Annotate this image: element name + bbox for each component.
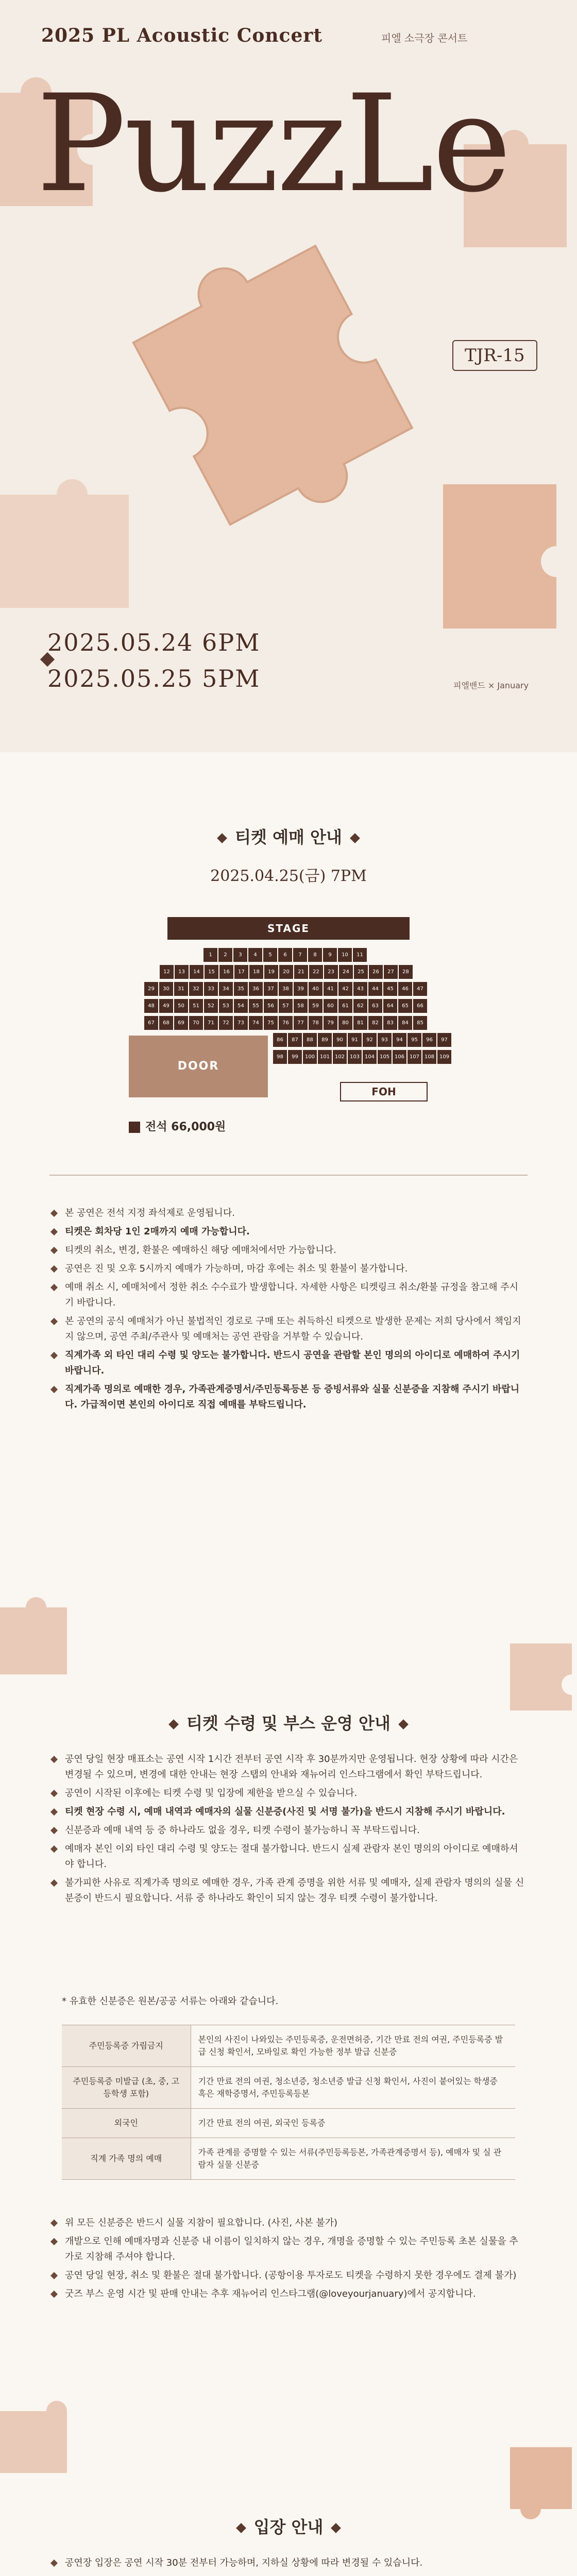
- list-item: 직계가족 외 타인 대리 수령 및 양도는 불가합니다. 반드시 공연을 관람할 본인 명의의 아이디로 예매하여 주시기 바랍니다.: [52, 1348, 525, 1379]
- seat: 23: [324, 965, 338, 979]
- seat: 84: [398, 1016, 412, 1030]
- seat: 5: [263, 948, 277, 962]
- seat: 34: [219, 982, 233, 996]
- seat: 51: [189, 999, 203, 1013]
- stage: STAGE: [167, 917, 410, 940]
- seat: 16: [219, 965, 233, 979]
- entry-heading: 입장 안내: [0, 2514, 577, 2538]
- puzzle-piece-bottom-left: [0, 464, 144, 629]
- seat: 90: [333, 1033, 347, 1047]
- seat: 35: [234, 982, 248, 996]
- seat: 40: [309, 982, 323, 996]
- seat: 70: [189, 1016, 203, 1030]
- diamond-icon: [168, 1719, 179, 1730]
- seat: 86: [273, 1033, 287, 1047]
- seat: 91: [348, 1033, 362, 1047]
- concert-big-title: PuzzLe: [36, 66, 510, 222]
- seat: 104: [363, 1050, 377, 1064]
- seat: 32: [189, 982, 203, 996]
- door: DOOR: [129, 1036, 268, 1097]
- puzzle-piece-deco: [0, 1587, 82, 1690]
- seat: 74: [249, 1016, 263, 1030]
- puzzle-piece-center: [103, 211, 433, 541]
- list-item: 티켓 현장 수령 시, 예매 내역과 예매자의 실물 신분증(사진 및 서명 불가)을 반드시 지참해 주시기 바랍니다.: [52, 1804, 525, 1820]
- seat: 103: [348, 1050, 362, 1064]
- list-item: 신분증과 예매 내역 등 증 하나라도 없을 경우, 티켓 수령이 불가능하니 꼭 부탁드립니다.: [52, 1823, 525, 1838]
- seat: 92: [363, 1033, 377, 1047]
- concert-date-1: 2025.05.24 6PM: [47, 629, 261, 656]
- seat: 59: [309, 999, 323, 1013]
- seat: 72: [219, 1016, 233, 1030]
- seat: 101: [318, 1050, 332, 1064]
- seat: 27: [384, 965, 398, 979]
- seat: 73: [234, 1016, 248, 1030]
- seat: 44: [368, 982, 382, 996]
- seat: 67: [144, 1016, 158, 1030]
- seat: 8: [308, 948, 322, 962]
- seat: 94: [393, 1033, 406, 1047]
- seat: 100: [303, 1050, 317, 1064]
- list-item: [52, 2574, 525, 2576]
- ticket-heading: 티켓 예매 안내: [0, 824, 577, 848]
- seat: 80: [338, 1016, 352, 1030]
- seat: 49: [159, 999, 173, 1013]
- seat: 88: [303, 1033, 317, 1047]
- seat: 53: [219, 999, 233, 1013]
- list-item: 공연 당일 현장, 취소 및 환불은 절대 불가합니다. (공항이용 투자로도 티켓을 수령하지 못한 경우에도 결제 불가): [52, 2268, 525, 2283]
- diamond-icon: [217, 833, 227, 843]
- seat: 62: [353, 999, 367, 1013]
- table-row: 외국인 기간 만료 전의 여권, 외국인 등록증: [62, 2109, 515, 2138]
- seat: 107: [408, 1050, 421, 1064]
- id-table: [62, 2025, 515, 2180]
- seat: 108: [422, 1050, 436, 1064]
- seat: 29: [144, 982, 158, 996]
- hero-section: [0, 0, 577, 752]
- seat: 82: [368, 1016, 382, 1030]
- list-item: 본 공연은 전석 지정 좌석제로 운영됩니다.: [52, 1206, 525, 1221]
- list-item: 공연장 입장은 공연 시작 30분 전부터 가능하며, 지하실 상황에 따라 변경될 수 있습니다.: [52, 2555, 525, 2571]
- concert-title: 2025 PL Acoustic Concert: [41, 25, 323, 46]
- seat: 76: [279, 1016, 293, 1030]
- list-item: 개발으로 인해 예매자명과 신분증 내 이름이 일치하지 않는 경우, 개명을 증명할 수 있는 주민등록 초본 실물을 추가로 지참해 주셔야 합니다.: [52, 2234, 525, 2265]
- seat: 71: [204, 1016, 218, 1030]
- seat: 99: [288, 1050, 302, 1064]
- seat: 47: [413, 982, 427, 996]
- concert-date-2: 2025.05.25 5PM: [47, 665, 261, 692]
- seat: 9: [323, 948, 337, 962]
- seat: 39: [294, 982, 308, 996]
- venue-tag: TJR-15: [452, 340, 537, 371]
- seat: 55: [249, 999, 263, 1013]
- list-item: 공연은 진 및 오후 5시까지 예매가 가능하며, 마감 후에는 취소 및 환불이 불가합니다.: [52, 1261, 525, 1277]
- puzzle-piece-deco: [495, 1628, 577, 1721]
- seat: 64: [383, 999, 397, 1013]
- diamond-icon: [350, 833, 360, 843]
- seat: 97: [437, 1033, 451, 1047]
- seat: 13: [175, 965, 189, 979]
- seat: 12: [160, 965, 174, 979]
- seat: 25: [354, 965, 368, 979]
- list-item: 예매 취소 시, 예매처에서 정한 취소 수수료가 발생합니다. 자세한 사항은 티켓링크 취소/환불 규정을 참고해 주시기 바랍니다.: [52, 1280, 525, 1311]
- seat: 79: [324, 1016, 337, 1030]
- seat: 46: [398, 982, 412, 996]
- seat: 58: [294, 999, 308, 1013]
- seat: 54: [234, 999, 248, 1013]
- seat: 26: [369, 965, 383, 979]
- diamond-icon: [398, 1719, 409, 1730]
- seat: 48: [144, 999, 158, 1013]
- seat: 85: [413, 1016, 427, 1030]
- entry-notice-list: [52, 2555, 525, 2576]
- list-item: 굿즈 부스 운영 시간 및 판매 안내는 추후 재뉴어리 인스타그램(@loveyourjanuary)에서 공지합니다.: [52, 2286, 525, 2302]
- seat: 69: [174, 1016, 188, 1030]
- seat: 22: [309, 965, 323, 979]
- puzzle-piece-deco: [0, 2396, 77, 2488]
- seat: 33: [204, 982, 218, 996]
- seat: 50: [174, 999, 188, 1013]
- id-note: * 유효한 신분증은 원본/공공 서류는 아래와 같습니다.: [62, 1996, 279, 2007]
- seat: 106: [393, 1050, 406, 1064]
- puzzle-piece-deco: [495, 2432, 577, 2524]
- diamond-icon: [236, 2523, 246, 2533]
- booth-heading: 티켓 수령 및 부스 운영 안내: [0, 1710, 577, 1734]
- seat: 83: [383, 1016, 397, 1030]
- seat: 30: [159, 982, 173, 996]
- list-item: 본 공연의 공식 예매처가 아닌 불법적인 경로로 구매 또는 취득하신 티켓으로 발생한 문제는 저희 당사에서 책임지지 않으며, 공연 주최/주관사 및 예매처는 공연 관람을 거부할 수 있습니다.: [52, 1314, 525, 1345]
- seat: 61: [338, 999, 352, 1013]
- seat: 98: [273, 1050, 287, 1064]
- seat: 105: [378, 1050, 392, 1064]
- seat: 78: [309, 1016, 323, 1030]
- foh: FOH: [340, 1082, 428, 1101]
- seat: 60: [324, 999, 337, 1013]
- price-legend: 전석 66,000원: [129, 1118, 226, 1134]
- seat: 43: [353, 982, 367, 996]
- concert-subtitle: 피엘 소극장 콘서트: [381, 32, 468, 44]
- list-item: 공연 당일 현장 매표소는 공연 시작 1시간 전부터 공연 시작 후 30분까지만 운영됩니다. 현장 상황에 따라 시간은 변경될 수 있으며, 변경에 대한 안내는 현장 스탭의 안내와 재뉴어리 인스타그램에서 확인 부탁드립니다.: [52, 1752, 525, 1783]
- seat: 15: [205, 965, 218, 979]
- seat: 41: [324, 982, 337, 996]
- puzzle-piece-bottom-right: [422, 464, 577, 639]
- seat: 7: [293, 948, 307, 962]
- seat: 6: [278, 948, 292, 962]
- seat: 66: [413, 999, 427, 1013]
- list-item: 직계가족 명의로 예매한 경우, 가족관계증명서/주민등록등본 등 증빙서류와 실물 신분증을 지참해 주시기 바랍니다. 가급적이면 본인의 아이디로 직접 예매를 부탁드립니다.: [52, 1382, 525, 1413]
- list-item: 불가피한 사유로 직계가족 명의로 예매한 경우, 가족 관계 증명을 위한 서류 및 예매자, 실제 관람자 명의의 실물 신분증이 반드시 필요합니다. 서류 중 하나라도 확인이 되지 않는 경우 티켓 수령이 불가합니다.: [52, 1875, 525, 1906]
- list-item: 위 모든 신분증은 반드시 실물 지참이 필요합니다. (사진, 사본 불가): [52, 2215, 525, 2231]
- table-row: 주민등록증 미발급 (초, 중, 고등학생 포함) 기간 만료 전의 여권, 청소년증, 청소년증 발급 신청 확인서, 사진이 붙어있는 학생증 혹은 재학증명서, 주민등록등본: [62, 2067, 515, 2109]
- seat: 89: [318, 1033, 332, 1047]
- seat: 81: [353, 1016, 367, 1030]
- seat: 21: [294, 965, 308, 979]
- list-item: 공연이 시작된 이후에는 티켓 수령 및 입장에 제한을 받으실 수 있습니다.: [52, 1786, 525, 1801]
- seat: 65: [398, 999, 412, 1013]
- seat: 20: [279, 965, 293, 979]
- list-item: 티켓의 취소, 변경, 환불은 예매하신 해당 예매처에서만 가능합니다.: [52, 1243, 525, 1258]
- seat: 52: [204, 999, 218, 1013]
- seat: 1: [203, 948, 217, 962]
- seat: 11: [353, 948, 367, 962]
- table-row: 직계 가족 명의 예매 가족 관계를 증명할 수 있는 서류(주민등록등본, 가족관계증명서 등), 예매자 및 실 관람자 실물 신분증: [62, 2138, 515, 2180]
- seat: 93: [378, 1033, 392, 1047]
- diamond-icon: [331, 2523, 341, 2533]
- seat: 75: [264, 1016, 278, 1030]
- seat: 37: [264, 982, 278, 996]
- seat: 68: [159, 1016, 173, 1030]
- seat: 87: [288, 1033, 302, 1047]
- seat: 19: [264, 965, 278, 979]
- seat: 10: [338, 948, 352, 962]
- seat: 109: [437, 1050, 451, 1064]
- seat: 28: [399, 965, 413, 979]
- seat: 57: [279, 999, 293, 1013]
- seat: 45: [383, 982, 397, 996]
- seat: 17: [234, 965, 248, 979]
- table-row: 주민등록증 가림금지 본인의 사진이 나와있는 주민등록증, 운전면허증, 기간 만료 전의 여권, 주민등록증 발급 신청 확인서, 모바일로 확인 가능한 정부 발급 신분증: [62, 2025, 515, 2067]
- seat: 38: [279, 982, 293, 996]
- list-item: 예매자 본인 이외 타인 대리 수령 및 양도는 절대 불가합니다. 반드시 실제 관람자 본인 명의의 아이디로 예매하셔야 합니다.: [52, 1841, 525, 1872]
- ticket-open-date: 2025.04.25(금) 7PM: [210, 867, 367, 885]
- price-swatch: [129, 1122, 140, 1133]
- list-item: 티켓은 회차당 1인 2매까지 예매 가능합니다.: [52, 1224, 525, 1240]
- seat: 36: [249, 982, 263, 996]
- divider: [49, 1175, 528, 1176]
- seat: 96: [422, 1033, 436, 1047]
- seat: 4: [248, 948, 262, 962]
- seat: 42: [338, 982, 352, 996]
- booth-notice-list-2: [52, 2215, 525, 2305]
- seat: 31: [174, 982, 188, 996]
- seat: 18: [249, 965, 263, 979]
- seat: 77: [294, 1016, 308, 1030]
- seat: 3: [233, 948, 247, 962]
- seat: 63: [368, 999, 382, 1013]
- organizer-logos: 피엘밴드 × January: [453, 681, 529, 690]
- seat: 14: [190, 965, 203, 979]
- seat: 56: [264, 999, 278, 1013]
- seat: 24: [339, 965, 353, 979]
- seat: 2: [218, 948, 232, 962]
- booth-notice-list: [52, 1752, 525, 1909]
- seat: 95: [408, 1033, 421, 1047]
- seat: 102: [333, 1050, 347, 1064]
- ticket-notice-list: [52, 1206, 525, 1416]
